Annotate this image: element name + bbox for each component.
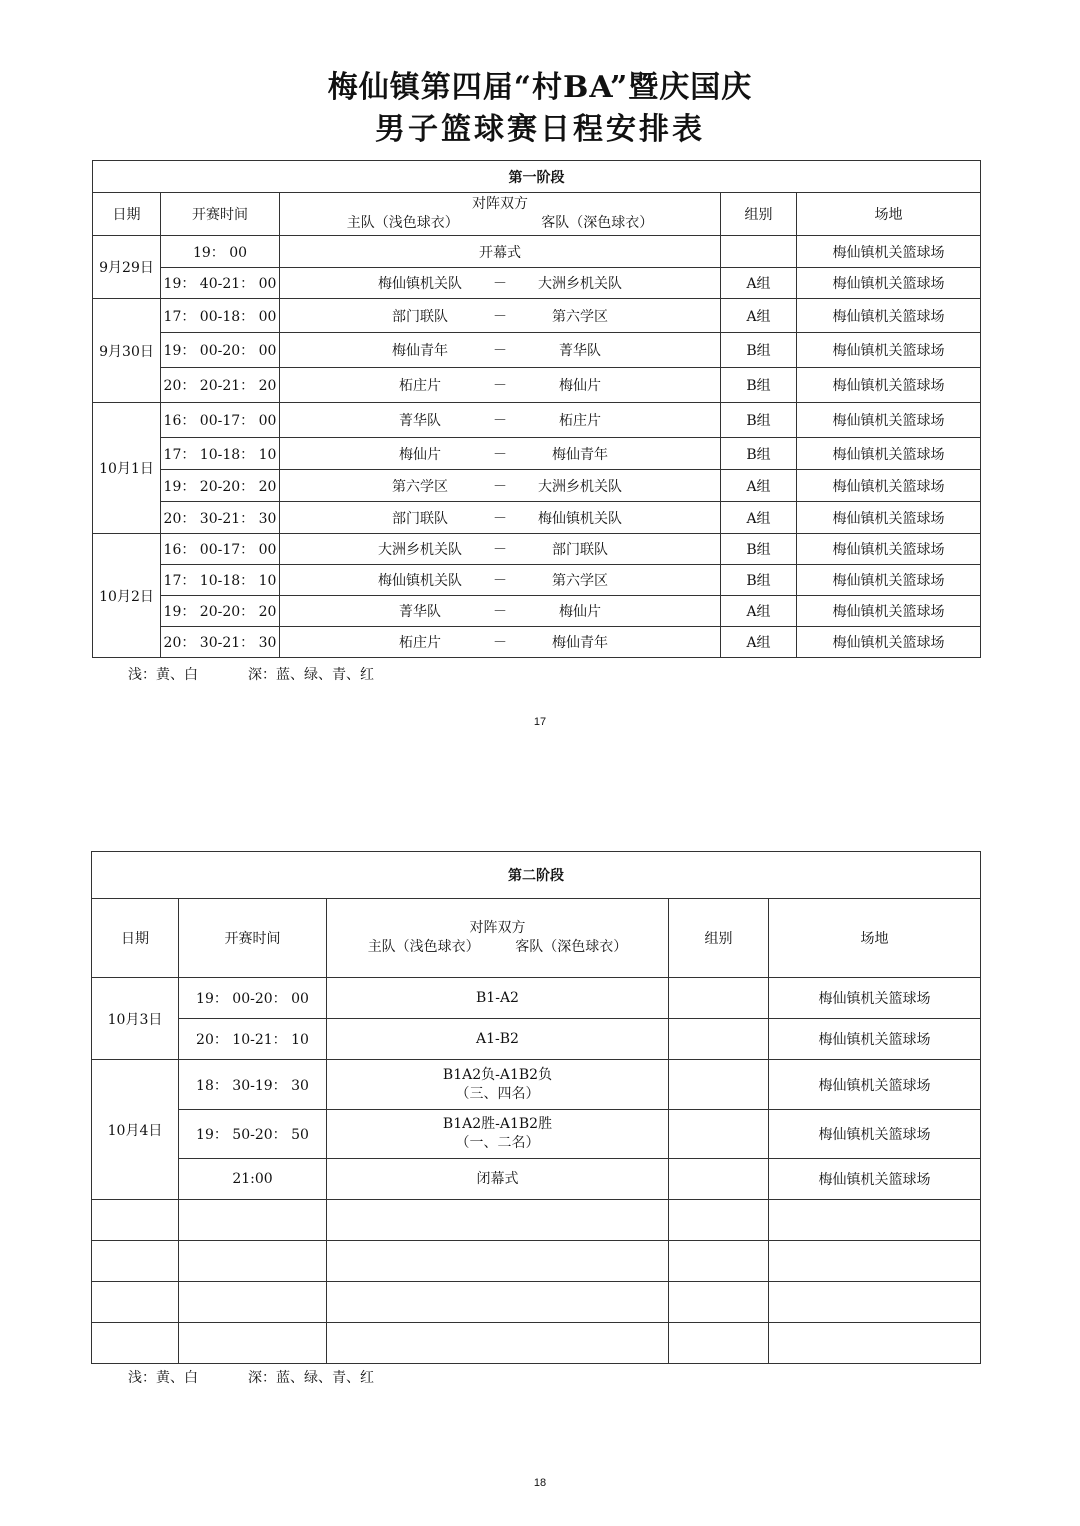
matchup-cell (280, 596, 721, 627)
venue-cell: 梅仙镇机关篮球场 (797, 438, 981, 470)
group-cell: B组 (721, 534, 797, 565)
away-team: 菁华队 (559, 343, 601, 359)
empty-cell (92, 1200, 179, 1241)
table-row (93, 403, 981, 438)
away-team: 第六学区 (552, 573, 608, 589)
header-venue: 场地 (769, 899, 981, 978)
matchup-cell (327, 1019, 669, 1060)
header-away: 客队（深色球衣） (515, 939, 628, 955)
table-row (92, 1159, 981, 1200)
matchup-line1: A1-B2 (476, 1030, 519, 1047)
venue-cell: 梅仙镇机关篮球场 (769, 1060, 981, 1110)
time-cell: 16： 00-17： 00 (161, 534, 280, 565)
venue-cell: 梅仙镇机关篮球场 (797, 299, 981, 333)
table-row (93, 236, 981, 268)
group-cell (669, 1060, 769, 1110)
home-team: 第六学区 (392, 478, 448, 495)
empty-cell (669, 1200, 769, 1241)
home-team: 部门联队 (392, 510, 448, 527)
matchup-cell (280, 299, 721, 333)
venue-cell: 梅仙镇机关篮球场 (797, 236, 981, 268)
away-team: 柘庄片 (559, 413, 601, 429)
date-cell: 10月2日 (93, 534, 161, 658)
group-cell: A组 (721, 268, 797, 299)
versus-dash: － (493, 413, 507, 429)
table-row (92, 1110, 981, 1159)
empty-cell (179, 1323, 327, 1364)
time-cell: 20： 30-21： 30 (161, 627, 280, 658)
page-number: 17 (533, 716, 547, 728)
home-team: 梅仙镇机关队 (378, 573, 462, 589)
jersey-color-note (128, 1367, 374, 1387)
versus-dash: － (493, 573, 507, 589)
stage2-schedule-table (91, 851, 981, 1364)
matchup-cell (327, 978, 669, 1019)
empty-row (92, 1200, 981, 1241)
note-dark: 深：蓝、绿、青、红 (248, 1370, 374, 1386)
venue-cell: 梅仙镇机关篮球场 (797, 534, 981, 565)
empty-cell (769, 1282, 981, 1323)
venue-cell: 梅仙镇机关篮球场 (797, 470, 981, 502)
away-team: 梅仙青年 (552, 446, 608, 463)
time-cell: 20： 20-21： 20 (161, 368, 280, 403)
versus-dash: － (493, 378, 507, 394)
matchup-line1: B1-A2 (476, 989, 519, 1006)
versus-dash: － (493, 604, 507, 620)
empty-cell (92, 1323, 179, 1364)
stage1-label: 第一阶段 (93, 161, 981, 193)
matchup-line1: B1A2负-A1B2负 (442, 1066, 553, 1083)
header-vs-label: 对阵双方 (472, 196, 528, 212)
table-row (93, 565, 981, 596)
document-title-line2: 男子篮球赛日程安排表 (375, 112, 705, 147)
matchup-cell (280, 470, 721, 502)
empty-cell (92, 1241, 179, 1282)
empty-cell (669, 1282, 769, 1323)
time-cell: 17： 00-18： 00 (161, 299, 280, 333)
time-cell: 21:00 (179, 1159, 327, 1200)
header-group: 组别 (721, 193, 797, 236)
group-cell: B组 (721, 438, 797, 470)
matchup-cell (327, 1159, 669, 1200)
time-cell: 19： 50-20： 50 (179, 1110, 327, 1159)
home-team: 梅仙片 (399, 446, 441, 463)
note-dark: 深：蓝、绿、青、红 (248, 667, 374, 683)
venue-cell: 梅仙镇机关篮球场 (797, 627, 981, 658)
page-number: 18 (533, 1477, 547, 1489)
matchup-cell (280, 368, 721, 403)
empty-row (92, 1241, 981, 1282)
home-team: 柘庄片 (399, 635, 441, 651)
date-cell: 9月30日 (93, 299, 161, 403)
matchup-cell (280, 565, 721, 596)
away-team: 梅仙片 (559, 378, 601, 394)
matchup-cell (280, 333, 721, 368)
time-cell: 19： 40-21： 00 (161, 268, 280, 299)
group-cell (721, 236, 797, 268)
versus-dash: － (493, 542, 507, 558)
empty-row (92, 1282, 981, 1323)
empty-cell (327, 1241, 669, 1282)
group-cell: B组 (721, 565, 797, 596)
empty-row (92, 1323, 981, 1364)
time-cell: 19： 00-20： 00 (161, 333, 280, 368)
group-cell: B组 (721, 403, 797, 438)
empty-cell (179, 1200, 327, 1241)
home-team: 梅仙镇机关队 (378, 276, 462, 292)
versus-dash: － (493, 308, 507, 325)
group-cell (669, 1019, 769, 1060)
table-row (92, 978, 981, 1019)
table-row (93, 627, 981, 658)
date-cell: 10月3日 (92, 978, 179, 1060)
empty-cell (669, 1241, 769, 1282)
venue-cell: 梅仙镇机关篮球场 (797, 268, 981, 299)
matchup-cell (280, 236, 721, 268)
header-home: 主队（浅色球衣） (346, 215, 459, 231)
versus-dash: － (493, 343, 507, 359)
venue-cell: 梅仙镇机关篮球场 (797, 502, 981, 534)
venue-cell: 梅仙镇机关篮球场 (769, 1110, 981, 1159)
time-cell: 19： 20-20： 20 (161, 470, 280, 502)
header-group: 组别 (669, 899, 769, 978)
matchup-cell (327, 1060, 669, 1110)
matchup-cell (327, 1110, 669, 1159)
time-cell: 20： 30-21： 30 (161, 502, 280, 534)
empty-cell (92, 1282, 179, 1323)
matchup-cell (280, 438, 721, 470)
date-cell: 10月1日 (93, 403, 161, 534)
time-cell: 17： 10-18： 10 (161, 438, 280, 470)
table-row (93, 368, 981, 403)
empty-cell (327, 1282, 669, 1323)
header-date: 日期 (93, 193, 161, 236)
event-label: 开幕式 (479, 244, 521, 261)
table-row (93, 534, 981, 565)
venue-cell: 梅仙镇机关篮球场 (797, 368, 981, 403)
away-team: 梅仙片 (559, 604, 601, 620)
versus-dash: － (493, 446, 507, 463)
empty-cell (769, 1200, 981, 1241)
table-row (93, 502, 981, 534)
group-cell: A组 (721, 470, 797, 502)
matchup-cell (280, 534, 721, 565)
stage2-label: 第二阶段 (92, 852, 981, 899)
matchup-cell (280, 627, 721, 658)
group-cell: B组 (721, 368, 797, 403)
date-cell: 10月4日 (92, 1060, 179, 1200)
venue-cell: 梅仙镇机关篮球场 (769, 978, 981, 1019)
away-team: 梅仙镇机关队 (538, 510, 622, 527)
jersey-color-note (128, 664, 374, 684)
venue-cell: 梅仙镇机关篮球场 (769, 1159, 981, 1200)
group-cell (669, 978, 769, 1019)
empty-cell (669, 1323, 769, 1364)
venue-cell: 梅仙镇机关篮球场 (797, 333, 981, 368)
home-team: 大洲乡机关队 (378, 542, 462, 558)
document-title-line1: 梅仙镇第四届“村BA”暨庆国庆 (327, 70, 753, 105)
table-row (93, 470, 981, 502)
empty-cell (179, 1241, 327, 1282)
matchup-cell (280, 403, 721, 438)
time-cell: 17： 10-18： 10 (161, 565, 280, 596)
header-venue: 场地 (797, 193, 981, 236)
time-cell: 16： 00-17： 00 (161, 403, 280, 438)
header-time: 开赛时间 (179, 899, 327, 978)
table-row (93, 596, 981, 627)
time-cell: 19： 20-20： 20 (161, 596, 280, 627)
matchup-line1: B1A2胜-A1B2胜 (442, 1116, 553, 1132)
home-team: 菁华队 (399, 413, 441, 429)
venue-cell: 梅仙镇机关篮球场 (797, 596, 981, 627)
home-team: 菁华队 (399, 604, 441, 620)
versus-dash: － (493, 276, 507, 292)
matchup-cell (280, 268, 721, 299)
matchup-cell (280, 502, 721, 534)
header-date: 日期 (92, 899, 179, 978)
versus-dash: － (493, 510, 507, 527)
matchup-line2: （一、二名） (455, 1135, 540, 1151)
group-cell: B组 (721, 333, 797, 368)
home-team: 部门联队 (392, 308, 448, 325)
away-team: 大洲乡机关队 (538, 276, 622, 292)
venue-cell: 梅仙镇机关篮球场 (797, 403, 981, 438)
stage1-schedule-table (92, 160, 981, 658)
header-vs (327, 899, 669, 978)
time-cell: 19： 00-20： 00 (179, 978, 327, 1019)
group-cell (669, 1159, 769, 1200)
note-light: 浅：黄、白 (128, 1370, 198, 1386)
header-time: 开赛时间 (161, 193, 280, 236)
empty-cell (769, 1241, 981, 1282)
venue-cell: 梅仙镇机关篮球场 (797, 565, 981, 596)
header-vs (280, 193, 721, 236)
group-cell: A组 (721, 596, 797, 627)
group-cell: A组 (721, 627, 797, 658)
table-row (92, 1060, 981, 1110)
table-row (93, 333, 981, 368)
table-row (93, 268, 981, 299)
note-light: 浅：黄、白 (128, 667, 198, 683)
away-team: 梅仙青年 (552, 635, 608, 651)
empty-cell (327, 1200, 669, 1241)
time-cell: 18： 30-19： 30 (179, 1060, 327, 1110)
time-cell: 20： 10-21： 10 (179, 1019, 327, 1060)
table-row (92, 1019, 981, 1060)
header-away: 客队（深色球衣） (541, 215, 654, 231)
matchup-line2: （三、四名） (455, 1085, 540, 1102)
away-team: 部门联队 (552, 542, 608, 558)
header-home: 主队（浅色球衣） (367, 939, 480, 955)
header-vs-label: 对阵双方 (469, 920, 526, 936)
venue-cell: 梅仙镇机关篮球场 (769, 1019, 981, 1060)
away-team: 第六学区 (552, 308, 608, 325)
group-cell (669, 1110, 769, 1159)
group-cell: A组 (721, 502, 797, 534)
matchup-line1: 闭幕式 (476, 1170, 519, 1187)
group-cell: A组 (721, 299, 797, 333)
home-team: 梅仙青年 (392, 343, 448, 359)
time-cell: 19： 00 (161, 236, 280, 268)
empty-cell (179, 1282, 327, 1323)
versus-dash: － (493, 635, 507, 651)
date-cell: 9月29日 (93, 236, 161, 299)
table-row (93, 438, 981, 470)
away-team: 大洲乡机关队 (538, 478, 622, 495)
empty-cell (327, 1323, 669, 1364)
table-row (93, 299, 981, 333)
empty-cell (769, 1323, 981, 1364)
versus-dash: － (493, 478, 507, 495)
home-team: 柘庄片 (399, 378, 441, 394)
